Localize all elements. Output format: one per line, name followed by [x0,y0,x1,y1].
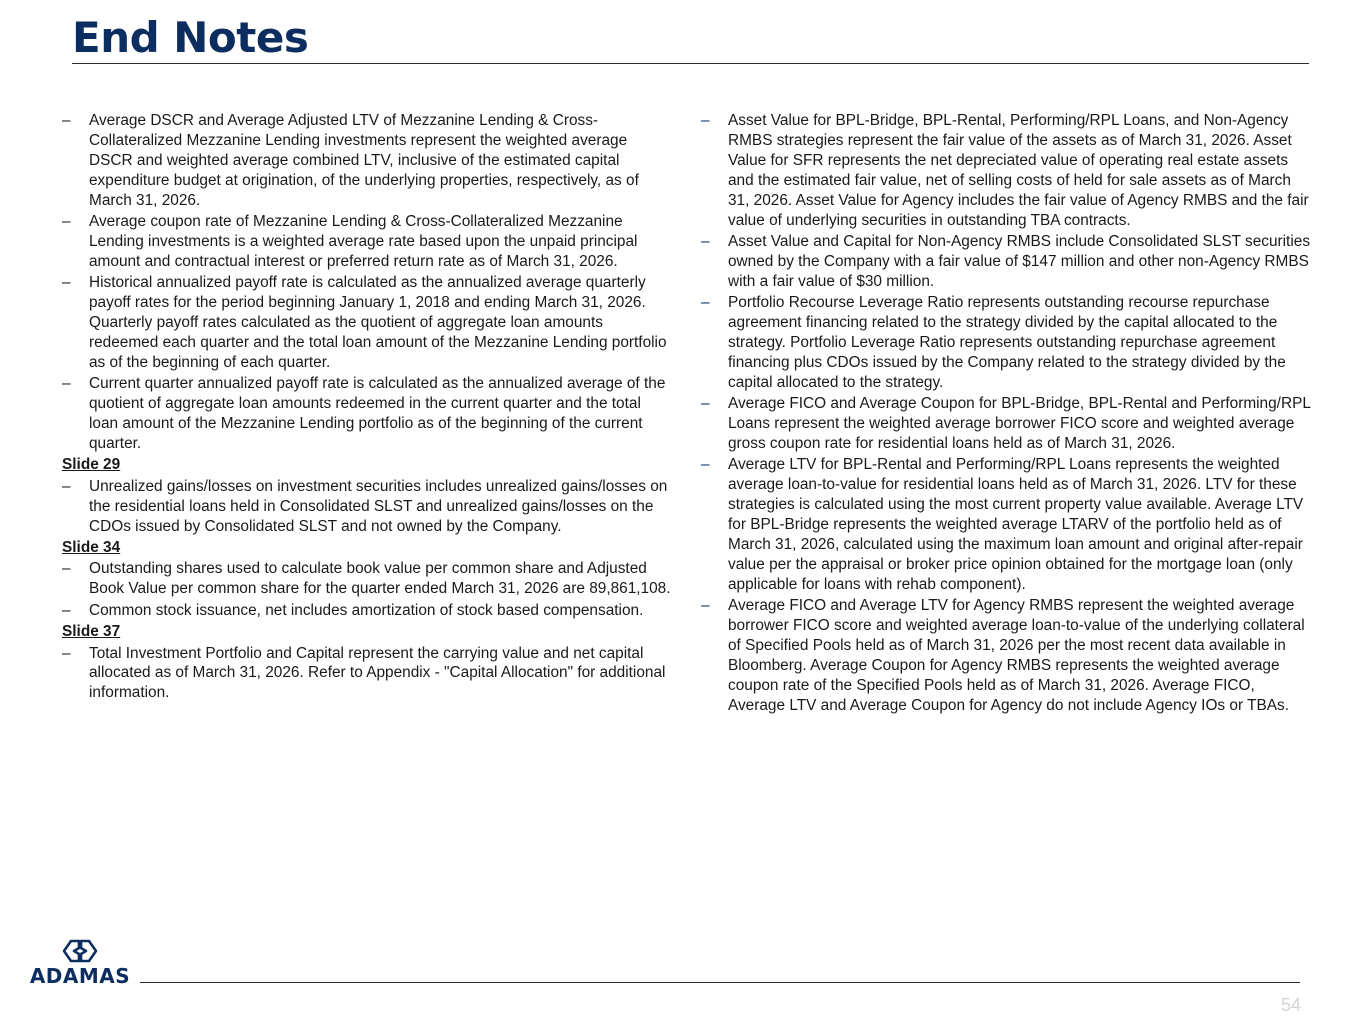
left-column [62,111,672,705]
dash-bullet-icon: – [701,112,710,129]
footer-divider [140,982,1300,983]
title-divider [72,63,1309,64]
slide-29-heading: Slide 29 [62,456,121,474]
adamas-logo-icon [62,938,98,964]
end-note [701,455,1313,594]
end-note [701,111,1313,230]
end-note [62,212,672,272]
dash-bullet-icon: – [62,213,71,231]
end-note-text: Average coupon rate of Mezzanine Lending & Cross-Collateralized Mezzanine Lending investments is a weighted average rate based upon the unpaid principal amount and contractual interest or preferred return rate as of March 31, 2026. [89,213,638,270]
end-note-text: Historical annualized payoff rate is calculated as the annualized average quarterly payoff rates for the period beginning January 1, 2018 and ending March 31, 2026. Quarterly payoff rates calculated as the quotient of aggregate loan amounts redeemed each quarter and the total loan amount of the Mezzanine Lending portfolio as of the beginning of each quarter. [89,274,667,371]
end-note [701,232,1313,292]
end-note [701,293,1313,393]
end-note-text: Asset Value for BPL-Bridge, BPL-Rental, Performing/RPL Loans, and Non-Agency RMBS strategies represent the fair value of the assets as of March 31, 2026. Asset Value for SFR represents the net depreciated value of operating real estate assets and the estimated fair value, net of selling costs of held for sale assets as of March 31, 2026. Asset Value for Agency includes the fair value of Agency RMBS and the fair value of underlying securities in outstanding TBA contracts. [728,112,1309,229]
end-note [62,601,672,621]
dash-bullet-icon: – [62,112,71,129]
right-column [701,111,1313,717]
end-note [62,644,672,704]
dash-bullet-icon: – [62,375,71,393]
dash-bullet-icon: – [62,274,71,292]
end-note-text: Average DSCR and Average Adjusted LTV of Mezzanine Lending & Cross-Collateralized Mezzanine Lending investments represent the weighted average DSCR and weighted average combined LTV, inclusive of the estimated capital expenditure budget at origination, of the underlying properties, respectively, as of March 31, 2026. [89,112,639,209]
end-note-text: Average FICO and Average Coupon for BPL-Bridge, BPL-Rental and Performing/RPL Loans represent the weighted average borrower FICO score and weighted average gross coupon rate for residential loans held as of March 31, 2026. [728,395,1311,452]
end-note-text: Portfolio Recourse Leverage Ratio represents outstanding recourse repurchase agreement financing related to the strategy divided by the capital allocated to the strategy. Portfolio Leverage Ratio represents outstanding repurchase agreement financing plus CDOs issued by the Company related to the strategy divided by the capital allocated to the strategy. [728,294,1286,391]
dash-bullet-icon: – [701,232,710,250]
dash-bullet-icon: – [701,294,710,312]
slide-34-heading: Slide 34 [62,539,121,557]
end-note [701,596,1313,715]
end-note-text: Asset Value and Capital for Non-Agency RMBS include Consolidated SLST securities owned by the Company with a fair value of $147 million and other non-Agency RMBS with a fair value of $30 million. [728,232,1311,290]
end-note [62,111,672,211]
end-note-text: Total Investment Portfolio and Capital represent the carrying value and net capital allocated as of March 31, 2026. Refer to Appendix - "Capital Allocation" for additional information. [89,644,666,702]
end-note [62,477,672,537]
dash-bullet-icon: – [701,456,710,474]
dash-bullet-icon: – [62,644,71,662]
dash-bullet-icon: – [701,395,710,413]
end-note [62,374,672,454]
logo-wordmark: ADAMAS [29,964,131,988]
end-note [62,273,672,373]
dash-bullet-icon: – [62,601,71,619]
page-title: End Notes [72,13,309,62]
end-note-text: Unrealized gains/losses on investment securities includes unrealized gains/losses on the residential loans held in Consolidated SLST and unrealized gains/losses on the CDOs issued by Consolidated SLST and not owned by the Company. [89,477,668,535]
dash-bullet-icon: – [62,560,71,578]
slide-37-heading: Slide 37 [62,623,121,641]
dash-bullet-icon: – [62,477,71,495]
end-note-text: Outstanding shares used to calculate book value per common share and Adjusted Book Value per common share for the quarter ended March 31, 2026 are 89,861,108. [89,560,671,598]
end-note [62,559,672,599]
end-note [701,394,1313,454]
end-note-text: Current quarter annualized payoff rate is calculated as the annualized average of the quotient of aggregate loan amounts redeemed in the current quarter and the total loan amount of the Mezzanine Lending portfolio as of the beginning of the current quarter. [89,375,666,452]
end-note-text: Common stock issuance, net includes amortization of stock based compensation. [89,601,644,619]
company-logo [26,938,134,988]
dash-bullet-icon: – [701,597,710,615]
end-note-text: Average FICO and Average LTV for Agency RMBS represent the weighted average borrower FICO score and weighted average loan-to-value of the underlying collateral of Specified Pools held as of March 31, 2026 per the most recent data available in Bloomberg. Average Coupon for Agency RMBS represents the weighted average coupon rate of the Specified Pools held as of March 31, 2026. Average FICO, Average LTV and Average Coupon for Agency do not include Agency IOs or TBAs. [728,597,1305,714]
page-number: 54 [1280,995,1301,1015]
end-note-text: Average LTV for BPL-Rental and Performing/RPL Loans represents the weighted average loan-to-value for residential loans held as of March 31, 2026. LTV for these strategies is calculated using the most current property value available. Average LTV for BPL-Bridge represents the weighted average LTARV of the portfolio held as of March 31, 2026, calculated using the maximum loan amount and original after-repair value per the appraisal or broker price opinion obtained for the mortgage loan (only applicable for loans with rehab component). [728,456,1304,593]
